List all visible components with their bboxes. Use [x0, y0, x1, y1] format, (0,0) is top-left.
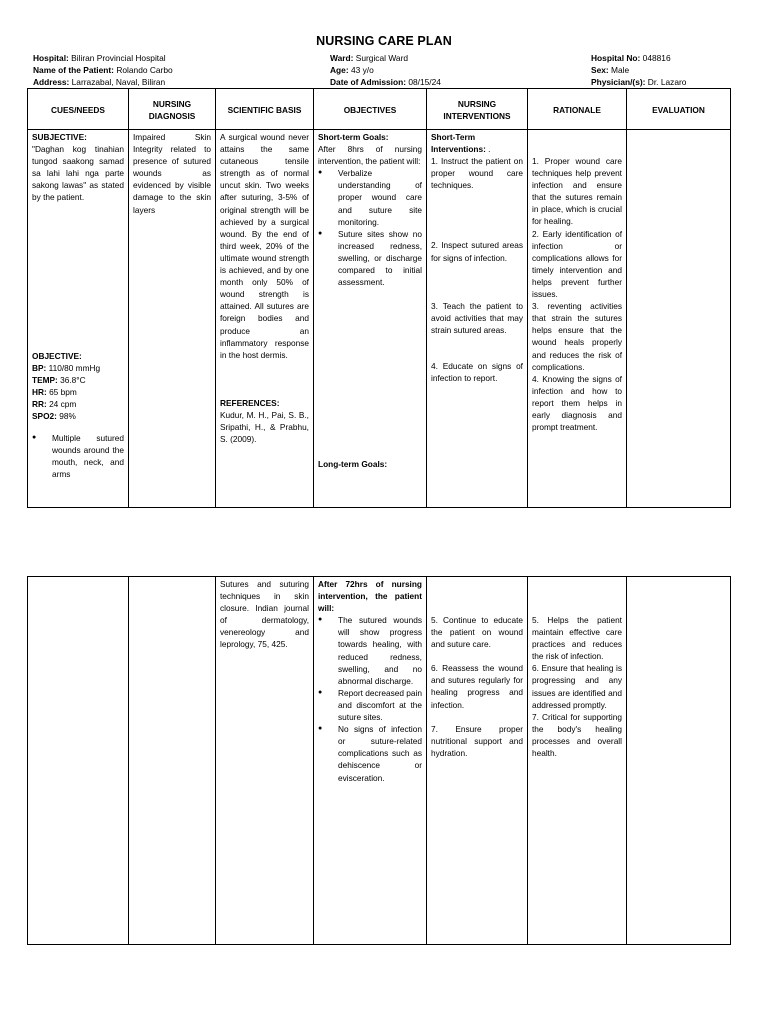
header-diagnosis: NURSING DIAGNOSIS — [129, 89, 216, 130]
diagnosis-cell: Impaired Skin Integrity related to presence of sutured wounds as evidenced by visible damage to the skin layers — [129, 130, 216, 508]
interventions-cell — [427, 577, 528, 945]
hospital-label: Hospital: — [33, 53, 69, 63]
intervention-item: 7. Ensure proper nutritional support and hydration. — [431, 723, 523, 758]
ward-label: Ward: — [330, 53, 354, 63]
hospital-no-value: 048816 — [642, 53, 671, 63]
hospital-value: Biliran Provincial Hospital — [71, 53, 166, 63]
long-term-goal-item: ● The sutured wounds will show progress towards healing, with reduced redness, swelling, and no abnormal discharge. — [318, 614, 422, 687]
short-term-goal-item: ● Suture sites show no increased redness, swelling, or discharge compared to initial assessment. — [318, 228, 422, 288]
references-text-part-1: Kudur, M. H., Pai, S. B., Sripathi, H., & Prabhu, S. (2009). — [220, 409, 309, 445]
intervention-item: 1. Instruct the patient on proper wound care techniques. — [431, 156, 523, 191]
subjective-text: "Daghan kog tinahian tungod saakong samad sa lahi lahi nga parte sakong lawas" as stated by the patient. — [32, 144, 124, 203]
scientific-basis-text: A surgical wound never attains the same cutaneous tensile strength as of normal uncut skin. Two weeks after suturing, 3-5% of original strength will be achieved by a surgical wound. By the end of third week, 20% of the ultimate wound strength is achieved, and by one month only 50% of wound strength is attained. All sutures are foreign bodies and produce an inflammatory response in the host dermis. — [220, 132, 309, 360]
admission-value: 08/15/24 — [408, 77, 441, 88]
care-plan-table-page-2 — [27, 576, 731, 945]
intervention-item: 3. Teach the patient to avoid activities that may strain sutured areas. — [431, 300, 523, 335]
header-scientific-basis: SCIENTIFIC BASIS — [216, 89, 314, 130]
interventions-cell: Short-Term Interventions: . 1. Instruct the patient on proper wound care techniques. 2. Inspect sutured areas for signs of infection. 3. Teach the patient to avoid activities that may strain sutured areas. 4. Educate on signs of infection to report. — [427, 130, 528, 508]
rationale-cell — [528, 577, 627, 945]
cues-cell — [28, 130, 129, 508]
rationale-item: 5. Helps the patient maintain effective care practices and reduces the risk of infection. — [532, 615, 622, 662]
table-row — [28, 130, 731, 508]
table-row — [28, 577, 731, 945]
sex-value: Male — [611, 65, 630, 76]
rationale-cell — [528, 130, 627, 508]
rationale-item: 6. Ensure that healing is progressing and any issues are identified and addressed promptly. — [532, 663, 622, 710]
objectives-cell — [314, 577, 427, 945]
evaluation-cell — [627, 577, 731, 945]
short-term-goals-label: Short-term Goals: — [318, 132, 389, 142]
address-label: Address: — [33, 77, 70, 88]
evaluation-cell — [627, 130, 731, 508]
physician-value: Dr. Lazaro — [647, 77, 687, 88]
objective-bullet: ● Multiple sutured wounds around the mouth, neck, and arms — [32, 432, 124, 480]
references-label: REFERENCES: — [220, 397, 280, 408]
header-objectives: OBJECTIVES — [314, 89, 427, 130]
page-title: NURSING CARE PLAN — [316, 34, 452, 48]
short-term-goal-item: ● Verbalize understanding of proper wound care and suture site monitoring. — [318, 167, 422, 227]
vital-rr: RR: 24 cpm — [32, 398, 77, 409]
intervention-item: 5. Continue to educate the patient on wound and suture care. — [431, 615, 523, 650]
hospital-no-label: Hospital No: — [591, 53, 641, 63]
patient-name-value: Rolando Carbo — [116, 65, 173, 76]
table-header-row — [28, 89, 731, 130]
references-text-part-2: Sutures and suturing techniques in skin closure. Indian journal of dermatology, venereology and leprology, 75, 425. — [216, 577, 314, 945]
vital-spo2: SPO2: 98% — [32, 411, 76, 422]
rationale-item: 4. Knowing the signs of infection and how to report them helps in early diagnosis and prompt treatment. — [532, 373, 622, 433]
rationale-item: 2. Early identification of infection or complications allows for timely intervention and helps prevent further issues. — [532, 228, 622, 300]
vital-bp: BP: 110/80 mmHg — [32, 362, 101, 373]
address-value: Larrazabal, Naval, Biliran — [71, 77, 166, 88]
patient-name-label: Name of the Patient: — [33, 65, 114, 76]
scientific-basis-cell — [216, 130, 314, 508]
interventions-label: Short-Term Interventions: — [431, 132, 486, 155]
rationale-item: 1. Proper wound care techniques help prevent infection and ensure that the sutures remain in place, which is crucial for healing. — [532, 156, 622, 227]
admission-label: Date of Admission: — [330, 77, 407, 88]
rationale-item: 3. reventing activities that strain the sutures helps ensure that the wound heals properly and reduces the risk of complications. — [532, 301, 622, 372]
intervention-item: 4. Educate on signs of infection to report. — [431, 360, 523, 384]
subjective-label: SUBJECTIVE: — [32, 132, 87, 142]
age-value: 43 y/o — [350, 65, 374, 76]
long-term-goal-item: ● No signs of infection or suture-related complications such as dehiscence or evisceration. — [318, 723, 422, 783]
long-term-goal-item: ● Report decreased pain and discomfort at the suture sites. — [318, 687, 422, 723]
sex-label: Sex: — [591, 65, 609, 76]
objective-label: OBJECTIVE: — [32, 350, 82, 361]
ward-value: Surgical Ward — [355, 53, 409, 63]
long-term-goals-label: Long-term Goals: — [318, 459, 388, 470]
vital-temp: TEMP: 36.8°C — [32, 374, 86, 385]
age-label: Age: — [330, 65, 349, 76]
diagnosis-cell — [129, 577, 216, 945]
header-rationale: RATIONALE — [528, 89, 627, 130]
patient-info-right — [591, 52, 686, 89]
patient-info-left — [33, 52, 173, 89]
intervention-item: 2. Inspect sutured areas for signs of infection. — [431, 240, 523, 263]
cues-cell — [28, 577, 129, 945]
short-term-goals-intro: After 8hrs of nursing intervention, the patient will: — [318, 144, 422, 167]
vital-hr: HR: 65 bpm — [32, 386, 77, 397]
care-plan-table-page-1 — [27, 88, 731, 508]
patient-info-middle — [330, 52, 441, 89]
header-evaluation: EVALUATION — [627, 89, 731, 130]
header-interventions: NURSING INTERVENTIONS — [427, 89, 528, 130]
header-cues: CUES/NEEDS — [28, 89, 129, 130]
objectives-cell — [314, 130, 427, 508]
intervention-item: 6. Reassess the wound and sutures regularly for healing progress and infection. — [431, 663, 523, 710]
rationale-item: 7. Critical for supporting the body's healing processes and overall health. — [532, 711, 622, 759]
physician-label: Physician/(s): — [591, 77, 646, 88]
long-term-goals-intro: After 72hrs of nursing intervention, the patient will: — [318, 579, 422, 614]
